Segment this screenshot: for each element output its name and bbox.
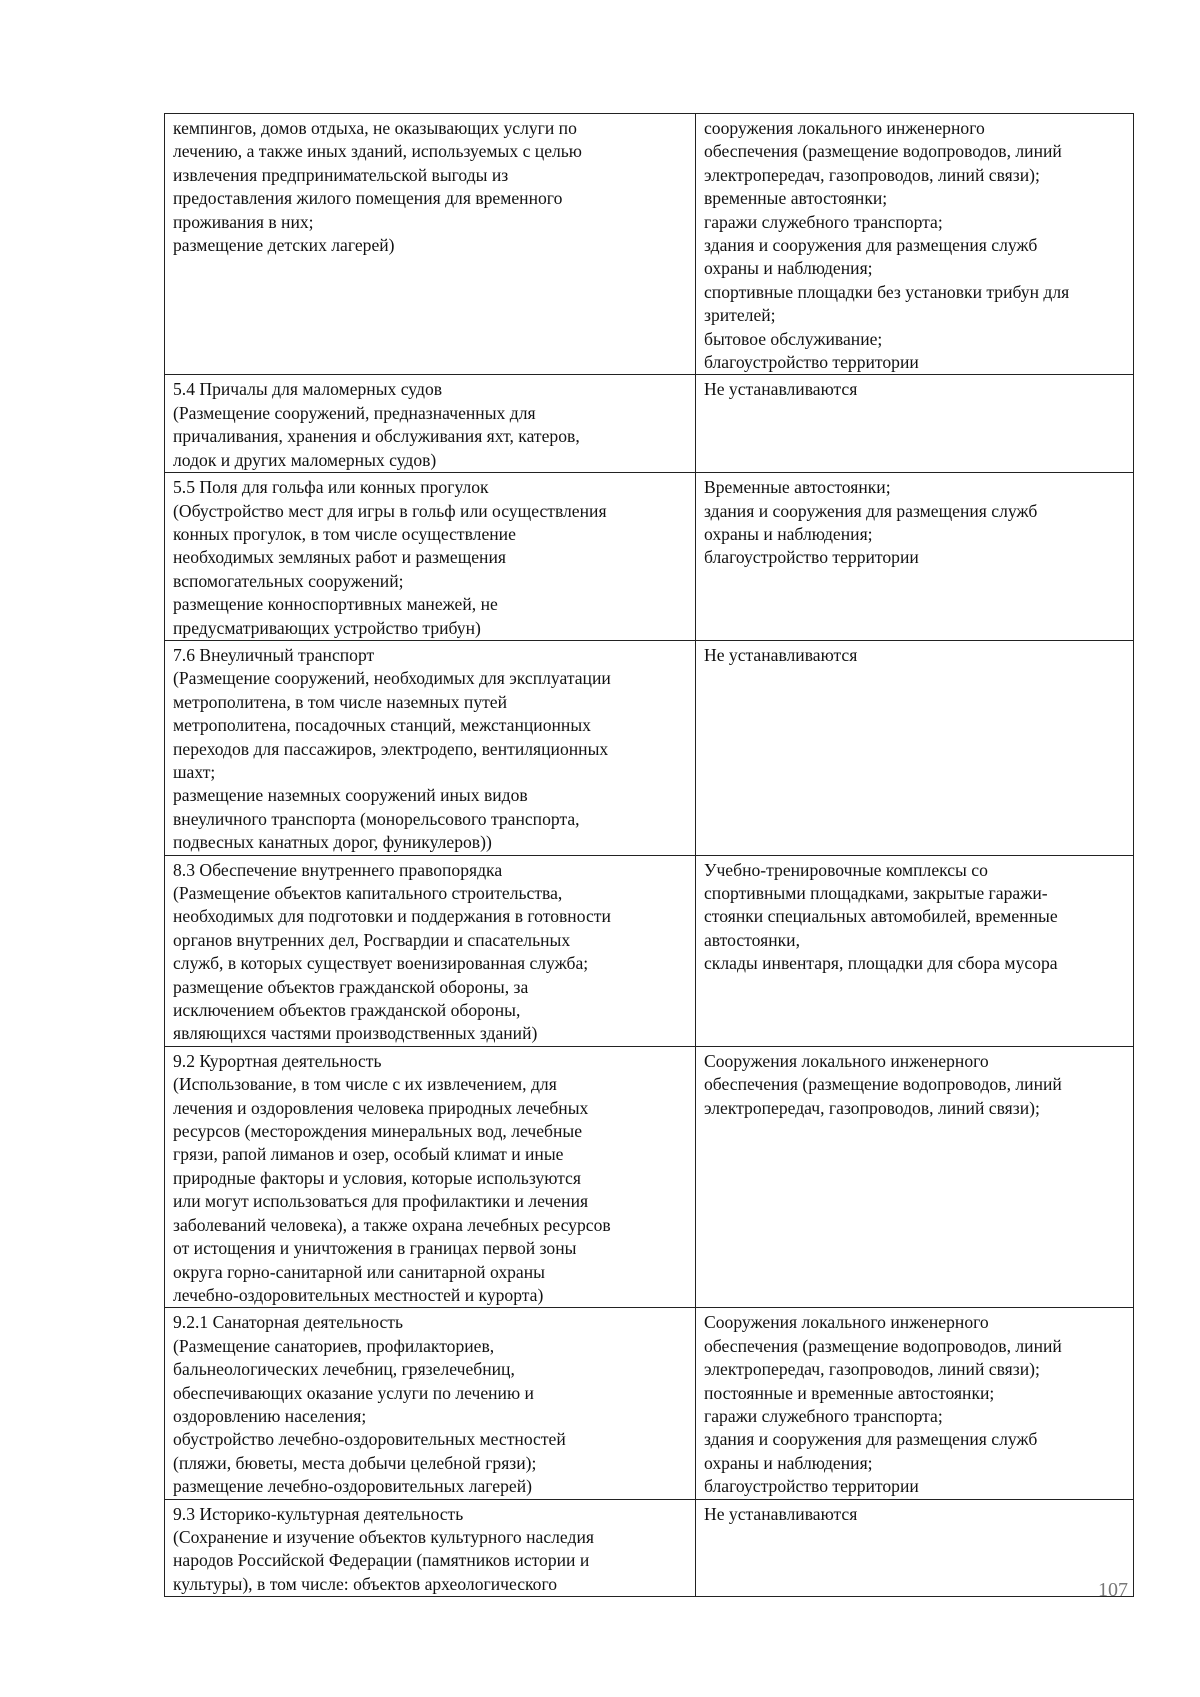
cell-text-line: Не устанавливаются [704, 379, 858, 400]
cell-text-line: охраны и наблюдения; [704, 1452, 873, 1473]
auxiliary-use-cell [696, 855, 1134, 1046]
cell-text-line: предусматривающих устройство трибун) [173, 617, 481, 638]
cell-text-line: бытовое обслуживание; [704, 328, 883, 349]
cell-text-line: размещение объектов гражданской обороны, за [173, 976, 529, 997]
cell-text-line: ресурсов (месторождения минеральных вод, лечебные [173, 1121, 583, 1142]
cell-text-line: переходов для пассажиров, электродепо, вентиляционных [173, 738, 609, 759]
cell-text-line: гаражи служебного транспорта; [704, 211, 943, 232]
cell-text-line: 9.2.1 Санаторная деятельность [173, 1312, 403, 1333]
auxiliary-use-cell [696, 473, 1134, 641]
cell-text-line: спортивными площадками, закрытые гаражи- [704, 883, 1048, 903]
cell-text-line: предоставления жилого помещения для временного [173, 188, 563, 209]
table-row [165, 1308, 1134, 1499]
cell-text-line: конных прогулок, в том числе осуществление [173, 523, 516, 544]
cell-text-line: обустройство лечебно-оздоровительных местностей [173, 1429, 566, 1450]
cell-text-line: (Использование, в том числе с их извлечением, для [173, 1074, 557, 1095]
auxiliary-use-cell [696, 1499, 1134, 1597]
cell-text-line: внеуличного транспорта (монорельсового транспорта, [173, 808, 580, 829]
cell-text-line: (Сохранение и изучение объектов культурного наследия [173, 1526, 594, 1547]
cell-text-line: здания и сооружения для размещения служб [704, 500, 1038, 521]
auxiliary-use-cell [696, 1046, 1134, 1307]
cell-text-line: проживания в них; [173, 211, 314, 232]
cell-text-line: кемпингов, домов отдыха, не оказывающих услуги по [173, 118, 577, 138]
land-use-cell [165, 855, 696, 1046]
cell-text-line: (Размещение объектов капитального строительства, [173, 883, 563, 903]
cell-text-line: Сооружения локального инженерного [704, 1050, 989, 1071]
table-row [165, 1499, 1134, 1597]
cell-text-line: обеспечения (размещение водопроводов, линий [704, 1074, 1062, 1095]
table-row [165, 855, 1134, 1046]
table-row [165, 114, 1134, 375]
table-row [165, 640, 1134, 855]
cell-text-line: благоустройство территории [704, 1476, 919, 1497]
cell-text-line: лечения и оздоровления человека природных лечебных [173, 1097, 589, 1118]
cell-text-line: причаливания, хранения и обслуживания яхт, катеров, [173, 426, 580, 447]
cell-text-line: народов Российской Федерации (памятников истории и [173, 1550, 590, 1571]
cell-text-line: оздоровлению населения; [173, 1405, 367, 1426]
cell-text-line: охраны и наблюдения; [704, 258, 873, 279]
land-use-cell [165, 1308, 696, 1499]
cell-text-line: Сооружения локального инженерного [704, 1312, 989, 1333]
cell-text-line: заболеваний человека), а также охрана лечебных ресурсов [173, 1214, 611, 1235]
cell-text-line: лодок и других маломерных судов) [173, 449, 437, 470]
cell-text-line: округа горно-санитарной или санитарной охраны [173, 1261, 545, 1282]
land-use-cell [165, 1499, 696, 1597]
cell-text-line: постоянные и временные автостоянки; [704, 1382, 995, 1403]
cell-text-line: органов внутренних дел, Росгвардии и спасательных [173, 929, 571, 950]
cell-text-line: благоустройство территории [704, 352, 919, 373]
cell-text-line: подвесных канатных дорог, фуникулеров)) [173, 832, 492, 853]
cell-text-line: сооружения локального инженерного [704, 118, 985, 138]
cell-text-line: Учебно-тренировочные комплексы со [704, 859, 988, 880]
land-use-cell [165, 1046, 696, 1307]
cell-text-line: размещение детских лагерей) [173, 235, 395, 256]
land-use-cell [165, 375, 696, 473]
cell-text-line: 8.3 Обеспечение внутреннего правопорядка [173, 859, 503, 880]
cell-text-line: необходимых для подготовки и поддержания в готовности [173, 906, 611, 927]
cell-text-line: Временные автостоянки; [704, 477, 891, 498]
table-row [165, 473, 1134, 641]
cell-text-line: здания и сооружения для размещения служб [704, 235, 1038, 256]
cell-text-line: зрителей; [704, 305, 776, 326]
cell-text-line: (Размещение сооружений, необходимых для эксплуатации [173, 668, 611, 689]
cell-text-line: временные автостоянки; [704, 188, 888, 209]
cell-text-line: обеспечивающих оказание услуги по лечению и [173, 1382, 534, 1403]
auxiliary-use-cell [696, 114, 1134, 375]
cell-text-line: размещение лечебно-оздоровительных лагерей) [173, 1476, 532, 1497]
cell-text-line: грязи, рапой лиманов и озер, особый климат и иные [173, 1144, 564, 1165]
cell-text-line: (Размещение сооружений, предназначенных для [173, 402, 536, 423]
cell-text-line: от истощения и уничтожения в границах первой зоны [173, 1238, 577, 1259]
cell-text-line: природные факторы и условия, которые используются [173, 1167, 581, 1188]
cell-text-line: (Обустройство мест для игры в гольф или осуществления [173, 500, 607, 521]
cell-text-line: лечению, а также иных зданий, используемых с целью [173, 141, 582, 162]
land-use-cell [165, 114, 696, 375]
cell-text-line: необходимых земляных работ и размещения [173, 547, 506, 568]
cell-text-line: исключением объектов гражданской обороны, [173, 1000, 521, 1021]
cell-text-line: спортивные площадки без установки трибун для [704, 281, 1070, 302]
cell-text-line: являющихся частями производственных зданий) [173, 1023, 538, 1044]
cell-text-line: стоянки специальных автомобилей, временные [704, 906, 1058, 927]
cell-text-line: или могут использоваться для профилактики и лечения [173, 1191, 589, 1212]
cell-text-line: размещение наземных сооружений иных видов [173, 785, 528, 806]
cell-text-line: здания и сооружения для размещения служб [704, 1429, 1038, 1450]
page-number: 107 [1098, 1579, 1128, 1601]
cell-text-line: извлечения предпринимательской выгоды из [173, 164, 509, 185]
cell-text-line: благоустройство территории [704, 547, 919, 568]
cell-text-line: Не устанавливаются [704, 1503, 858, 1524]
cell-text-line: гаражи служебного транспорта; [704, 1405, 943, 1426]
table-row [165, 1046, 1134, 1307]
land-use-cell [165, 473, 696, 641]
table-body [165, 114, 1134, 1597]
cell-text-line: метрополитена, в том числе наземных путей [173, 691, 508, 712]
cell-text-line: служб, в которых существует военизированная служба; [173, 953, 589, 974]
cell-text-line: обеспечения (размещение водопроводов, линий [704, 1335, 1062, 1356]
cell-text-line: (Размещение санаториев, профилакториев, [173, 1335, 495, 1356]
cell-text-line: размещение конноспортивных манежей, не [173, 594, 498, 615]
cell-text-line: 5.4 Причалы для маломерных судов [173, 379, 443, 400]
cell-text-line: склады инвентаря, площадки для сбора мусора [704, 953, 1058, 974]
cell-text-line: 9.3 Историко-культурная деятельность [173, 1503, 464, 1524]
cell-text-line: лечебно-оздоровительных местностей и курорта) [173, 1284, 544, 1305]
cell-text-line: вспомогательных сооружений; [173, 570, 404, 591]
cell-text-line: культуры), в том числе: объектов археологического [173, 1573, 558, 1594]
cell-text-line: 9.2 Курортная деятельность [173, 1050, 382, 1071]
cell-text-line: электропередач, газопроводов, линий связи); [704, 1097, 1040, 1118]
auxiliary-use-cell [696, 375, 1134, 473]
table-row [165, 375, 1134, 473]
cell-text-line: электропередач, газопроводов, линий связи); [704, 164, 1040, 185]
cell-text-line: охраны и наблюдения; [704, 523, 873, 544]
cell-text-line: шахт; [173, 761, 216, 782]
cell-text-line: обеспечения (размещение водопроводов, линий [704, 141, 1062, 162]
cell-text-line: электропередач, газопроводов, линий связи); [704, 1359, 1040, 1380]
cell-text-line: бальнеологических лечебниц, грязелечебниц, [173, 1359, 515, 1380]
zoning-regulations-table [164, 113, 1134, 1597]
land-use-cell [165, 640, 696, 855]
cell-text-line: автостоянки, [704, 929, 800, 950]
auxiliary-use-cell [696, 640, 1134, 855]
cell-text-line: метрополитена, посадочных станций, межстанционных [173, 715, 591, 736]
cell-text-line: 7.6 Внеуличный транспорт [173, 644, 375, 665]
auxiliary-use-cell [696, 1308, 1134, 1499]
cell-text-line: Не устанавливаются [704, 644, 858, 665]
cell-text-line: (пляжи, бюветы, места добычи целебной грязи); [173, 1452, 537, 1473]
cell-text-line: 5.5 Поля для гольфа или конных прогулок [173, 477, 489, 498]
